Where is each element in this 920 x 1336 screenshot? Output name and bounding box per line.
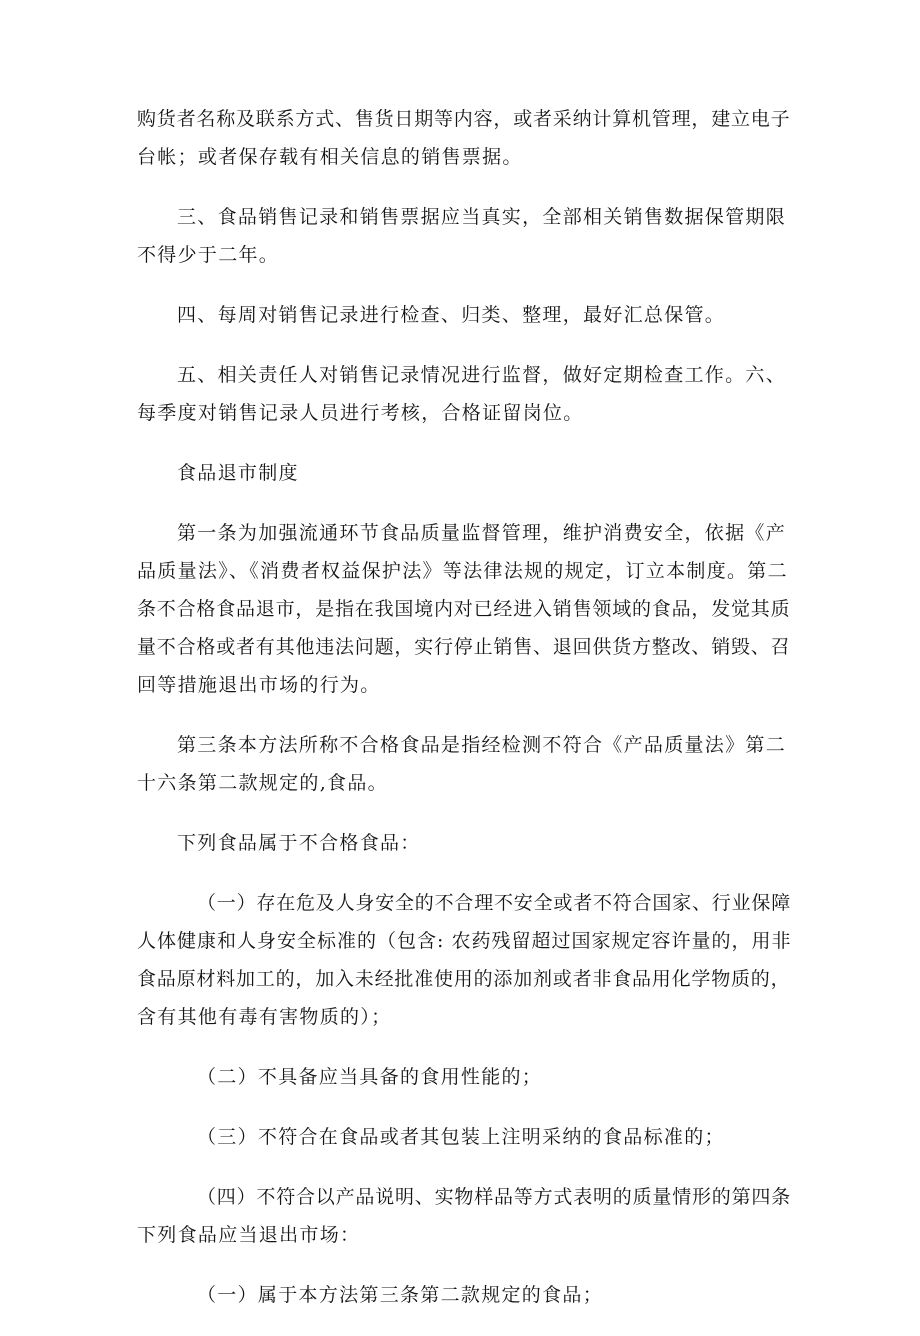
heading-text: 食品退市制度 [177, 462, 299, 484]
paragraph-list-item-3 [137, 1118, 793, 1156]
paragraph-list-item-4-article-4 [137, 1178, 793, 1254]
paragraph-article-3 [137, 726, 793, 802]
paragraph-item-5-6 [137, 356, 793, 432]
text-line: 不得少于二年。 [137, 244, 280, 266]
text-line: （一）属于本方法第三条第二款规定的食品； [197, 1284, 604, 1306]
text-line: （四）不符合以产品说明、实物样品等方式表明的质量情形的第四条 [197, 1186, 792, 1208]
text-line: 下列食品属于不合格食品： [177, 832, 421, 854]
text-line: 每季度对销售记录人员进行考核，合格证留岗位。 [137, 402, 584, 424]
paragraph-purchaser-info [137, 100, 793, 176]
text-line: 第三条本方法所称不合格食品是指经检测不符合《产品质量法》第二 [177, 734, 787, 756]
text-line: 第一条为加强流通环节食品质量监督管理，维护消费安全，依据《产 [177, 522, 787, 544]
text-line: 下列食品应当退出市场： [137, 1224, 361, 1246]
text-line: 回等措施退出市场的行为。 [137, 674, 381, 696]
text-line: 品质量法》、《消费者权益保护法》等法律法规的规定，订立本制度。第二 [137, 560, 788, 582]
text-line: 三、食品销售记录和销售票据应当真实，全部相关销售数据保管期限 [177, 206, 787, 228]
text-line: 十六条第二款规定的,食品。 [137, 772, 388, 794]
paragraph-list-item-1 [137, 884, 793, 1036]
paragraph-withdraw-item-1 [137, 1276, 793, 1314]
document-body [137, 100, 793, 1336]
text-line: 食品原材料加工的，加入未经批准使用的添加剂或者非食品用化学物质的， [137, 968, 791, 990]
text-line: 台帐；或者保存载有相关信息的销售票据。 [137, 146, 523, 168]
paragraph-item-3 [137, 198, 793, 274]
text-line: 人体健康和人身安全标准的（包含: 农药残留超过国家规定容许量的，用非 [137, 930, 792, 952]
section-heading-food-recall [137, 454, 793, 492]
paragraph-list-intro [137, 824, 793, 862]
text-line: 条不合格食品退市，是指在我国境内对已经进入销售领域的食品，发觉其质 [137, 598, 791, 620]
paragraph-item-4 [137, 296, 793, 334]
text-line: （一）存在危及人身安全的不合理不安全或者不符合国家、行业保障 [197, 892, 792, 914]
paragraph-list-item-2 [137, 1058, 793, 1096]
text-line: 含有其他有毒有害物质的）； [137, 1006, 392, 1028]
text-line: 四、每周对销售记录进行检查、归类、整理，最好汇总保管。 [177, 304, 726, 326]
paragraph-article-1-2 [137, 514, 793, 704]
text-line: 购货者名称及联系方式、售货日期等内容，或者采纳计算机管理，建立电子 [137, 108, 791, 130]
text-line: 五、相关责任人对销售记录情况进行监督，做好定期检查工作。六、 [177, 364, 787, 386]
text-line: （三）不符合在食品或者其包装上注明采纳的食品标准的； [197, 1126, 725, 1148]
text-line: 量不合格或者有其他违法问题，实行停止销售、退回供货方整改、销毁、召 [137, 636, 791, 658]
text-line: （二）不具备应当具备的食用性能的； [197, 1066, 543, 1088]
